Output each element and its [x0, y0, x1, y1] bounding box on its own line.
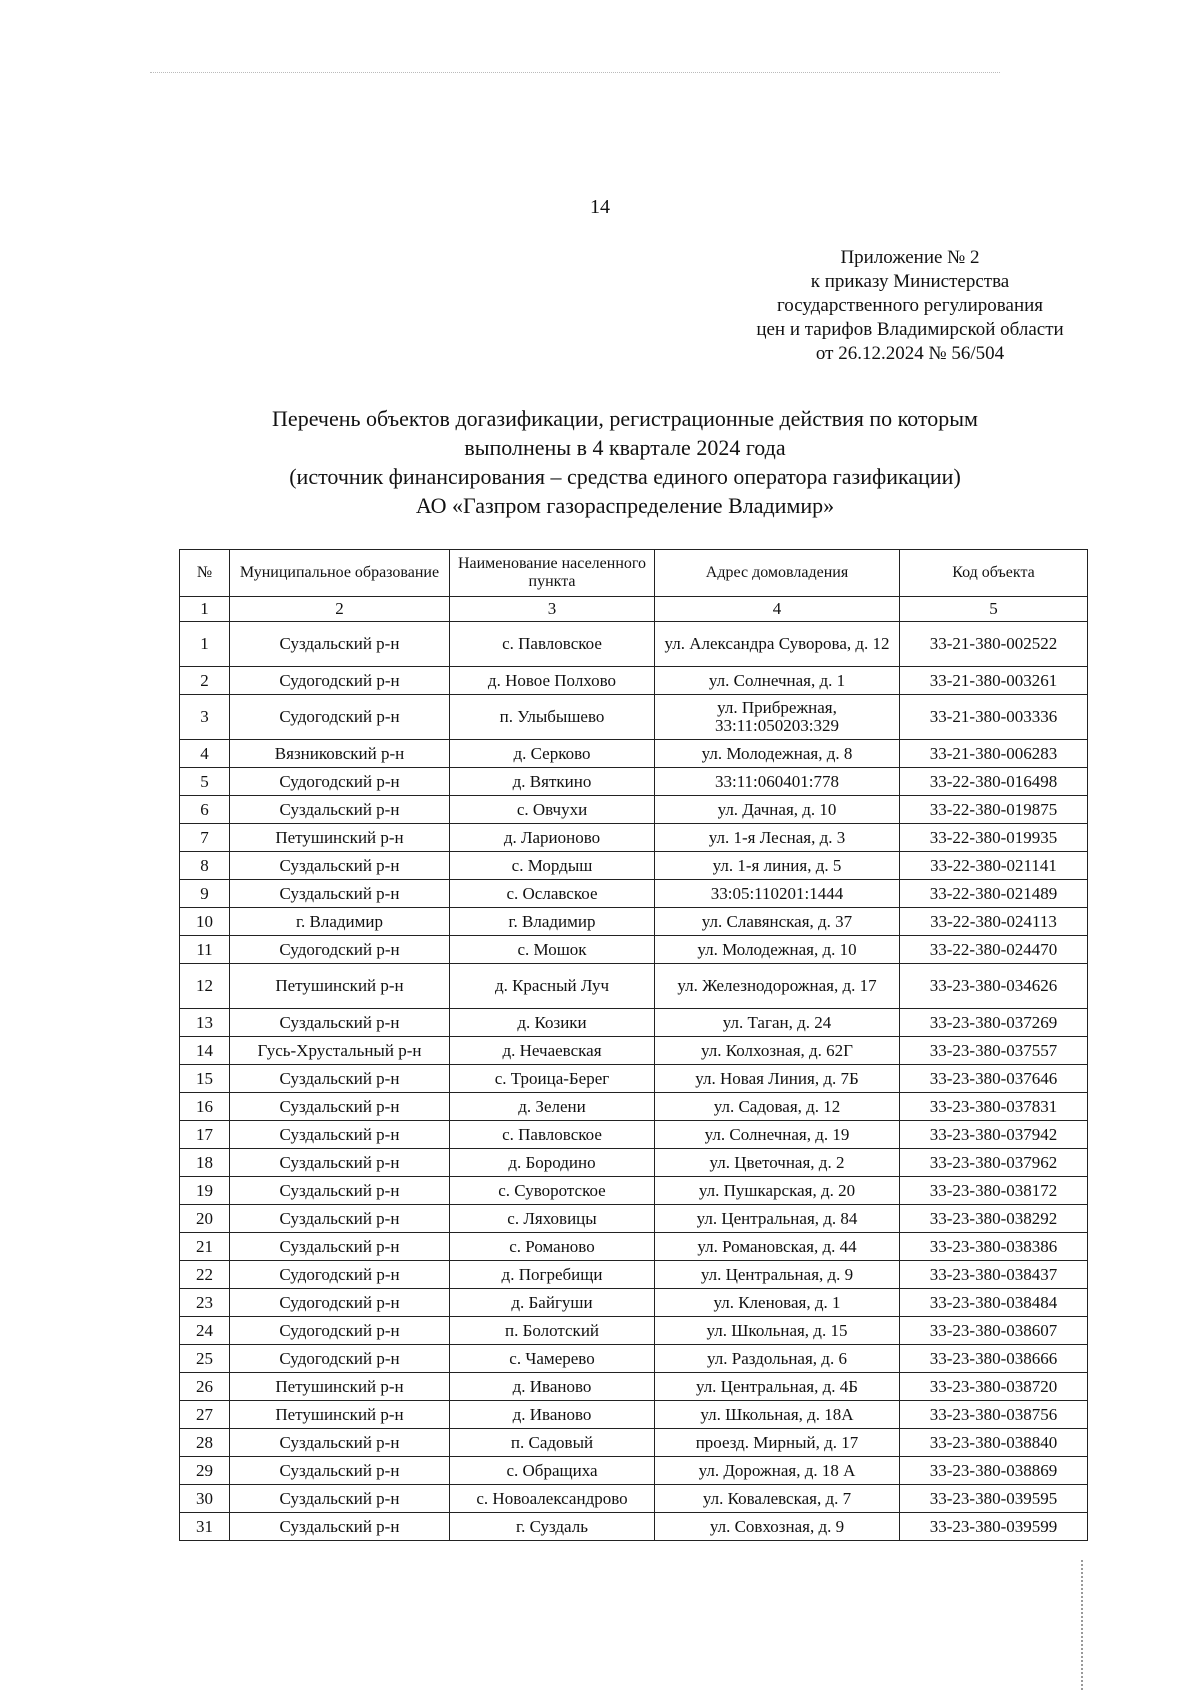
table-row	[180, 768, 1088, 796]
municipality-cell: Суздальский р-н	[230, 796, 450, 824]
municipality-cell: Суздальский р-н	[230, 1485, 450, 1513]
settlement-cell: с. Романово	[450, 1233, 655, 1261]
row-number: 25	[180, 1345, 230, 1373]
address-cell: ул. Садовая, д. 12	[655, 1093, 900, 1121]
municipality-cell: Суздальский р-н	[230, 1429, 450, 1457]
table-row	[180, 1009, 1088, 1037]
object-code-cell: 33-23-380-038666	[900, 1345, 1088, 1373]
settlement-cell: д. Байгуши	[450, 1289, 655, 1317]
settlement-cell: с. Ославское	[450, 880, 655, 908]
municipality-cell: Суздальский р-н	[230, 1177, 450, 1205]
municipality-cell: Судогодский р-н	[230, 936, 450, 964]
settlement-cell: д. Козики	[450, 1009, 655, 1037]
settlement-cell: д. Иваново	[450, 1401, 655, 1429]
settlement-cell: д. Погребищи	[450, 1261, 655, 1289]
table-row	[180, 1429, 1088, 1457]
settlement-cell: д. Нечаевская	[450, 1037, 655, 1065]
address-cell: ул. Школьная, д. 15	[655, 1317, 900, 1345]
address-cell: ул. 1-я линия, д. 5	[655, 852, 900, 880]
address-cell: ул. Таган, д. 24	[655, 1009, 900, 1037]
settlement-cell: д. Иваново	[450, 1373, 655, 1401]
address-cell: 33:11:060401:778	[655, 768, 900, 796]
table-row	[180, 908, 1088, 936]
municipality-cell: Суздальский р-н	[230, 1149, 450, 1177]
settlement-cell: д. Ларионово	[450, 824, 655, 852]
table-row	[180, 1289, 1088, 1317]
municipality-cell: Судогодский р-н	[230, 1345, 450, 1373]
row-number: 22	[180, 1261, 230, 1289]
table-row	[180, 1065, 1088, 1093]
municipality-cell: Петушинский р-н	[230, 1401, 450, 1429]
address-cell: ул. Пушкарская, д. 20	[655, 1177, 900, 1205]
settlement-cell: п. Болотский	[450, 1317, 655, 1345]
appendix-line: государственного регулирования	[776, 295, 1044, 316]
settlement-cell: с. Мошок	[450, 936, 655, 964]
table-row	[180, 695, 1088, 740]
row-number: 24	[180, 1317, 230, 1345]
object-code-cell: 33-23-380-038720	[900, 1373, 1088, 1401]
municipality-cell: Суздальский р-н	[230, 1093, 450, 1121]
table-row	[180, 824, 1088, 852]
municipality-cell: Судогодский р-н	[230, 768, 450, 796]
municipality-cell: Суздальский р-н	[230, 1205, 450, 1233]
document-title	[200, 404, 1050, 520]
municipality-cell: Судогодский р-н	[230, 667, 450, 695]
row-number: 10	[180, 908, 230, 936]
object-code-cell: 33-23-380-037962	[900, 1149, 1088, 1177]
address-cell: ул. Солнечная, д. 19	[655, 1121, 900, 1149]
address-cell: ул. Ковалевская, д. 7	[655, 1485, 900, 1513]
row-number: 6	[180, 796, 230, 824]
settlement-cell: д. Вяткино	[450, 768, 655, 796]
row-number: 7	[180, 824, 230, 852]
appendix-line: к приказу Министерства	[810, 271, 1010, 292]
settlement-cell: с. Обращиха	[450, 1457, 655, 1485]
table-row	[180, 1401, 1088, 1429]
row-number: 21	[180, 1233, 230, 1261]
table-row	[180, 622, 1088, 667]
table-body	[180, 597, 1088, 1541]
table-row	[180, 667, 1088, 695]
address-cell: ул. Молодежная, д. 8	[655, 740, 900, 768]
municipality-cell: Суздальский р-н	[230, 1009, 450, 1037]
municipality-cell: Суздальский р-н	[230, 852, 450, 880]
appendix-line: Приложение № 2	[840, 247, 980, 268]
row-number: 18	[180, 1149, 230, 1177]
object-code-cell: 33-22-380-019875	[900, 796, 1088, 824]
address-cell: ул. 1-я Лесная, д. 3	[655, 824, 900, 852]
address-cell: ул. Александра Суворова, д. 12	[655, 622, 900, 667]
municipality-cell: Судогодский р-н	[230, 1289, 450, 1317]
page-number: 14	[590, 196, 610, 218]
settlement-cell: п. Садовый	[450, 1429, 655, 1457]
row-number: 1	[180, 622, 230, 667]
municipality-cell: Суздальский р-н	[230, 1121, 450, 1149]
object-code-cell: 33-23-380-037646	[900, 1065, 1088, 1093]
table-row	[180, 1177, 1088, 1205]
header-settlement: Наименование населенного пункта	[450, 550, 655, 597]
row-number: 26	[180, 1373, 230, 1401]
object-code-cell: 33-23-380-037942	[900, 1121, 1088, 1149]
municipality-cell: Судогодский р-н	[230, 1317, 450, 1345]
row-number: 27	[180, 1401, 230, 1429]
settlement-cell: с. Мордыш	[450, 852, 655, 880]
object-code-cell: 33-21-380-006283	[900, 740, 1088, 768]
address-cell: ул. Цветочная, д. 2	[655, 1149, 900, 1177]
scan-artifact-top	[150, 72, 1000, 79]
address-cell: ул. Школьная, д. 18А	[655, 1401, 900, 1429]
address-cell: ул. Романовская, д. 44	[655, 1233, 900, 1261]
table-header-row	[180, 550, 1088, 597]
appendix-line: от 26.12.2024 № 56/504	[815, 343, 1005, 364]
appendix-block	[700, 246, 1120, 366]
municipality-cell: Суздальский р-н	[230, 1065, 450, 1093]
address-cell: ул. Славянская, д. 37	[655, 908, 900, 936]
address-cell: ул. Раздольная, д. 6	[655, 1345, 900, 1373]
object-code-cell: 33-23-380-037557	[900, 1037, 1088, 1065]
settlement-cell: с. Овчухи	[450, 796, 655, 824]
table-row	[180, 1233, 1088, 1261]
settlement-cell: с. Суворотское	[450, 1177, 655, 1205]
object-code-cell: 33-21-380-002522	[900, 622, 1088, 667]
settlement-cell: г. Суздаль	[450, 1513, 655, 1541]
settlement-cell: с. Павловское	[450, 1121, 655, 1149]
title-line: выполнены в 4 квартале 2024 года	[464, 435, 786, 460]
object-code-cell: 33-23-380-039599	[900, 1513, 1088, 1541]
table-row	[180, 964, 1088, 1009]
table-row	[180, 880, 1088, 908]
row-number: 2	[180, 667, 230, 695]
table-row	[180, 1373, 1088, 1401]
table-row	[180, 1457, 1088, 1485]
municipality-cell: г. Владимир	[230, 908, 450, 936]
header-address: Адрес домовладения	[655, 550, 900, 597]
appendix-line: цен и тарифов Владимирской области	[756, 319, 1064, 340]
table-row	[180, 1149, 1088, 1177]
object-code-cell: 33-22-380-024470	[900, 936, 1088, 964]
settlement-cell: с. Троица-Берег	[450, 1065, 655, 1093]
address-cell: ул. Центральная, д. 9	[655, 1261, 900, 1289]
object-code-cell: 33-23-380-038607	[900, 1317, 1088, 1345]
row-number: 13	[180, 1009, 230, 1037]
object-code-cell: 33-22-380-016498	[900, 768, 1088, 796]
column-number: 3	[450, 597, 655, 622]
municipality-cell: Суздальский р-н	[230, 1457, 450, 1485]
object-code-cell: 33-23-380-034626	[900, 964, 1088, 1009]
settlement-cell: д. Бородино	[450, 1149, 655, 1177]
row-number: 9	[180, 880, 230, 908]
row-number: 8	[180, 852, 230, 880]
address-cell: ул. Дачная, д. 10	[655, 796, 900, 824]
municipality-cell: Суздальский р-н	[230, 1513, 450, 1541]
municipality-cell: Гусь-Хрустальный р-н	[230, 1037, 450, 1065]
object-code-cell: 33-23-380-038172	[900, 1177, 1088, 1205]
object-code-cell: 33-23-380-038840	[900, 1429, 1088, 1457]
row-number: 5	[180, 768, 230, 796]
address-cell: ул. Железнодорожная, д. 17	[655, 964, 900, 1009]
table-row	[180, 1513, 1088, 1541]
row-number: 16	[180, 1093, 230, 1121]
table-row	[180, 1205, 1088, 1233]
object-code-cell: 33-23-380-038756	[900, 1401, 1088, 1429]
row-number: 4	[180, 740, 230, 768]
object-code-cell: 33-22-380-021141	[900, 852, 1088, 880]
address-cell: ул. Солнечная, д. 1	[655, 667, 900, 695]
table-row	[180, 936, 1088, 964]
row-number: 23	[180, 1289, 230, 1317]
object-code-cell: 33-23-380-037269	[900, 1009, 1088, 1037]
row-number: 15	[180, 1065, 230, 1093]
address-cell: ул. Совхозная, д. 9	[655, 1513, 900, 1541]
column-number-row	[180, 597, 1088, 622]
row-number: 31	[180, 1513, 230, 1541]
objects-table	[179, 549, 1088, 1541]
header-municipality: Муниципальное образование	[230, 550, 450, 597]
scan-artifact-margin	[1081, 1560, 1085, 1690]
column-number: 5	[900, 597, 1088, 622]
municipality-cell: Суздальский р-н	[230, 880, 450, 908]
municipality-cell: Вязниковский р-н	[230, 740, 450, 768]
row-number: 30	[180, 1485, 230, 1513]
settlement-cell: д. Серково	[450, 740, 655, 768]
settlement-cell: д. Зелени	[450, 1093, 655, 1121]
address-cell: ул. Центральная, д. 84	[655, 1205, 900, 1233]
object-code-cell: 33-22-380-024113	[900, 908, 1088, 936]
settlement-cell: г. Владимир	[450, 908, 655, 936]
settlement-cell: с. Чамерево	[450, 1345, 655, 1373]
address-cell: ул. Прибрежная, 33:11:050203:329	[655, 695, 900, 740]
address-cell: ул. Дорожная, д. 18 А	[655, 1457, 900, 1485]
row-number: 19	[180, 1177, 230, 1205]
municipality-cell: Суздальский р-н	[230, 1233, 450, 1261]
title-line: (источник финансирования – средства единого оператора газификации)	[289, 464, 961, 489]
object-code-cell: 33-21-380-003336	[900, 695, 1088, 740]
municipality-cell: Петушинский р-н	[230, 1373, 450, 1401]
settlement-cell: с. Павловское	[450, 622, 655, 667]
row-number: 3	[180, 695, 230, 740]
table-row	[180, 1261, 1088, 1289]
municipality-cell: Петушинский р-н	[230, 964, 450, 1009]
settlement-cell: д. Красный Луч	[450, 964, 655, 1009]
row-number: 17	[180, 1121, 230, 1149]
header-object-code: Код объекта	[900, 550, 1088, 597]
object-code-cell: 33-22-380-021489	[900, 880, 1088, 908]
object-code-cell: 33-23-380-037831	[900, 1093, 1088, 1121]
column-number: 1	[180, 597, 230, 622]
object-code-cell: 33-21-380-003261	[900, 667, 1088, 695]
object-code-cell: 33-22-380-019935	[900, 824, 1088, 852]
municipality-cell: Судогодский р-н	[230, 695, 450, 740]
address-cell: ул. Молодежная, д. 10	[655, 936, 900, 964]
municipality-cell: Петушинский р-н	[230, 824, 450, 852]
address-cell: проезд. Мирный, д. 17	[655, 1429, 900, 1457]
row-number: 20	[180, 1205, 230, 1233]
object-code-cell: 33-23-380-038292	[900, 1205, 1088, 1233]
municipality-cell: Суздальский р-н	[230, 622, 450, 667]
settlement-cell: с. Новоалександрово	[450, 1485, 655, 1513]
object-code-cell: 33-23-380-038437	[900, 1261, 1088, 1289]
row-number: 28	[180, 1429, 230, 1457]
table-row	[180, 1121, 1088, 1149]
table-row	[180, 1345, 1088, 1373]
table-row	[180, 796, 1088, 824]
title-line: АО «Газпром газораспределение Владимир»	[415, 493, 835, 518]
settlement-cell: с. Ляховицы	[450, 1205, 655, 1233]
table-row	[180, 1317, 1088, 1345]
object-code-cell: 33-23-380-038484	[900, 1289, 1088, 1317]
column-number: 2	[230, 597, 450, 622]
table-row	[180, 1485, 1088, 1513]
address-cell: ул. Колхозная, д. 62Г	[655, 1037, 900, 1065]
table-row	[180, 1093, 1088, 1121]
address-cell: ул. Центральная, д. 4Б	[655, 1373, 900, 1401]
address-cell: ул. Новая Линия, д. 7Б	[655, 1065, 900, 1093]
table-row	[180, 1037, 1088, 1065]
address-cell: 33:05:110201:1444	[655, 880, 900, 908]
row-number: 11	[180, 936, 230, 964]
row-number: 14	[180, 1037, 230, 1065]
header-number: №	[180, 550, 230, 597]
address-cell: ул. Кленовая, д. 1	[655, 1289, 900, 1317]
column-number: 4	[655, 597, 900, 622]
settlement-cell: п. Улыбышево	[450, 695, 655, 740]
table-row	[180, 740, 1088, 768]
settlement-cell: д. Новое Полхово	[450, 667, 655, 695]
object-code-cell: 33-23-380-039595	[900, 1485, 1088, 1513]
row-number: 29	[180, 1457, 230, 1485]
title-line: Перечень объектов догазификации, регистрационные действия по которым	[272, 406, 978, 431]
row-number: 12	[180, 964, 230, 1009]
table-row	[180, 852, 1088, 880]
municipality-cell: Судогодский р-н	[230, 1261, 450, 1289]
object-code-cell: 33-23-380-038869	[900, 1457, 1088, 1485]
object-code-cell: 33-23-380-038386	[900, 1233, 1088, 1261]
